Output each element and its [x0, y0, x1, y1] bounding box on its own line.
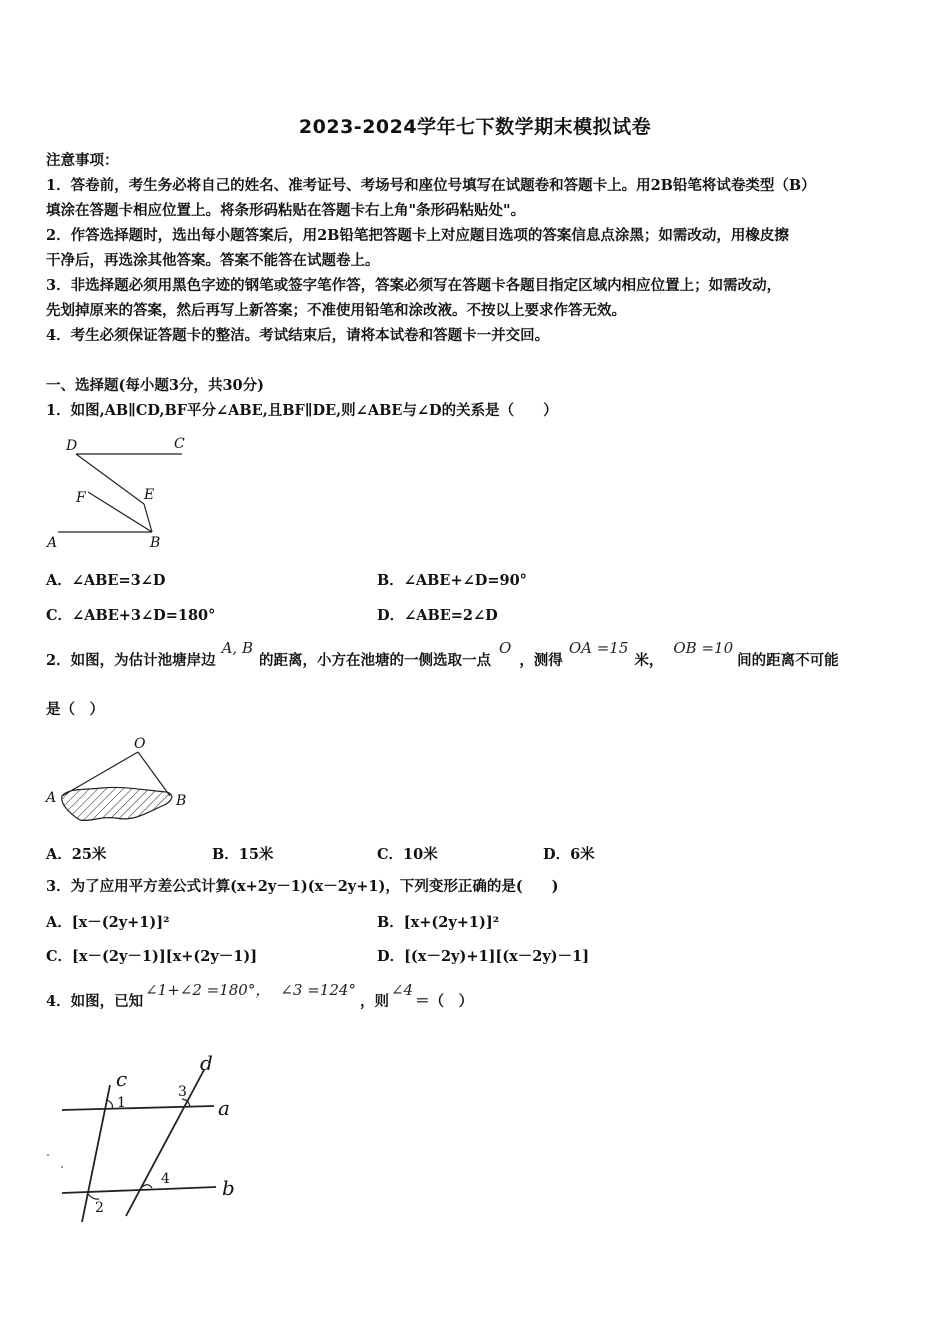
angle-label-3: 3 [178, 1084, 187, 1100]
q3-option-d[interactable]: D．[(x－2y)+1][(x－2y)－1] [377, 948, 590, 965]
question-4-stem: 4．如图，已知∠1+∠2 =180°， ∠3 =124°，则∠4＝（ ） [46, 981, 474, 1010]
q2-option-d[interactable]: D．6米 [543, 846, 595, 863]
notice-line: 4．考生必须保证答题卡的整洁。考试结束后，请将本试卷和答题卡一并交回。 [46, 327, 550, 344]
angle-label-1: 1 [117, 1095, 126, 1111]
angle-label-2: 2 [95, 1200, 104, 1216]
question-2-figure [44, 732, 204, 827]
q3-option-c[interactable]: C．[x－(2y－1)][x+(2y－1)] [46, 948, 258, 965]
notice-heading: 注意事项： [46, 152, 119, 169]
label-F: F [76, 490, 86, 506]
question-1-stem: 1．如图,AB∥CD,BF平分∠ABE,且BF∥DE,则∠ABE与∠D的关系是（ ） [46, 402, 558, 419]
math-ab: A, B [221, 639, 253, 657]
notice-line: 干净后，再选涂其他答案。答案不能答在试题卷上。 [46, 252, 380, 269]
math-angle-4: ∠4 [390, 981, 414, 999]
line-label-d: d [200, 1051, 213, 1075]
question-2-stem: 2．如图，为估计池塘岸边A, B的距离，小方在池塘的一侧选取一点O，测得OA =15米，OB =10间的距离不可能 [46, 639, 839, 669]
label-O: O [134, 736, 146, 752]
notice-line: 2．作答选择题时，选出每小题答案后，用2B铅笔把答题卡上对应题目选项的答案信息点涂黑；如需改动，用橡皮擦 [46, 227, 789, 244]
q1-option-b[interactable]: B．∠ABE+∠D=90° [377, 572, 527, 589]
notice-line: 3．非选择题必须用黑色字迹的钢笔或签字笔作答，答案必须写在答题卡各题目指定区域内相应位置上；如需改动， [46, 277, 782, 294]
math-oa: OA =15 [568, 639, 629, 657]
label-B: B [150, 535, 161, 551]
math-o: O [499, 639, 512, 657]
page-title: 2023-2024学年七下数学期末模拟试卷 [298, 116, 652, 138]
label-E: E [144, 487, 155, 503]
notice-line: 先划掉原来的答案，然后再写上新答案；不准使用铅笔和涂改液。不按以上要求作答无效。 [46, 302, 626, 319]
question-3-stem: 3．为了应用平方差公式计算(x+2y－1)(x－2y+1)，下列变形正确的是( ) [46, 878, 559, 895]
q1-option-a[interactable]: A．∠ABE=3∠D [46, 572, 166, 589]
question-2-stem-cont: 是（ ） [46, 701, 104, 718]
section-heading: 一、选择题(每小题3分，共30分) [46, 377, 264, 394]
q1-option-c[interactable]: C．∠ABE+3∠D=180° [46, 607, 216, 624]
q3-option-b[interactable]: B．[x+(2y+1)]² [377, 914, 500, 931]
line-label-a: a [218, 1096, 230, 1120]
label-C: C [174, 436, 185, 452]
line-label-b: b [222, 1176, 235, 1200]
q2-option-a[interactable]: A．25米 [46, 846, 107, 863]
angle-label-4: 4 [161, 1171, 170, 1187]
label-B: B [176, 793, 187, 809]
math-angle-3: ∠3 =124° [280, 981, 356, 999]
notice-line: 1．答卷前，考生务必将自己的姓名、准考证号、考场号和座位号填写在试题卷和答题卡上。用2B铅笔将试卷类型（B） [46, 177, 816, 194]
math-angles-12: ∠1+∠2 =180°， [145, 981, 271, 999]
q2-option-c[interactable]: C．10米 [377, 846, 438, 863]
label-A: A [46, 790, 57, 806]
question-1-figure [44, 432, 194, 552]
question-4-figure [44, 1050, 254, 1230]
label-D: D [66, 438, 78, 454]
math-ob: OB =10 [673, 639, 734, 657]
q3-option-a[interactable]: A．[x－(2y+1)]² [46, 914, 170, 931]
line-label-c: c [116, 1067, 128, 1091]
q2-option-b[interactable]: B．15米 [212, 846, 274, 863]
notice-line: 填涂在答题卡相应位置上。将条形码粘贴在答题卡右上角"条形码粘贴处"。 [46, 202, 526, 219]
label-A: A [47, 535, 58, 551]
q1-option-d[interactable]: D．∠ABE=2∠D [377, 607, 498, 624]
